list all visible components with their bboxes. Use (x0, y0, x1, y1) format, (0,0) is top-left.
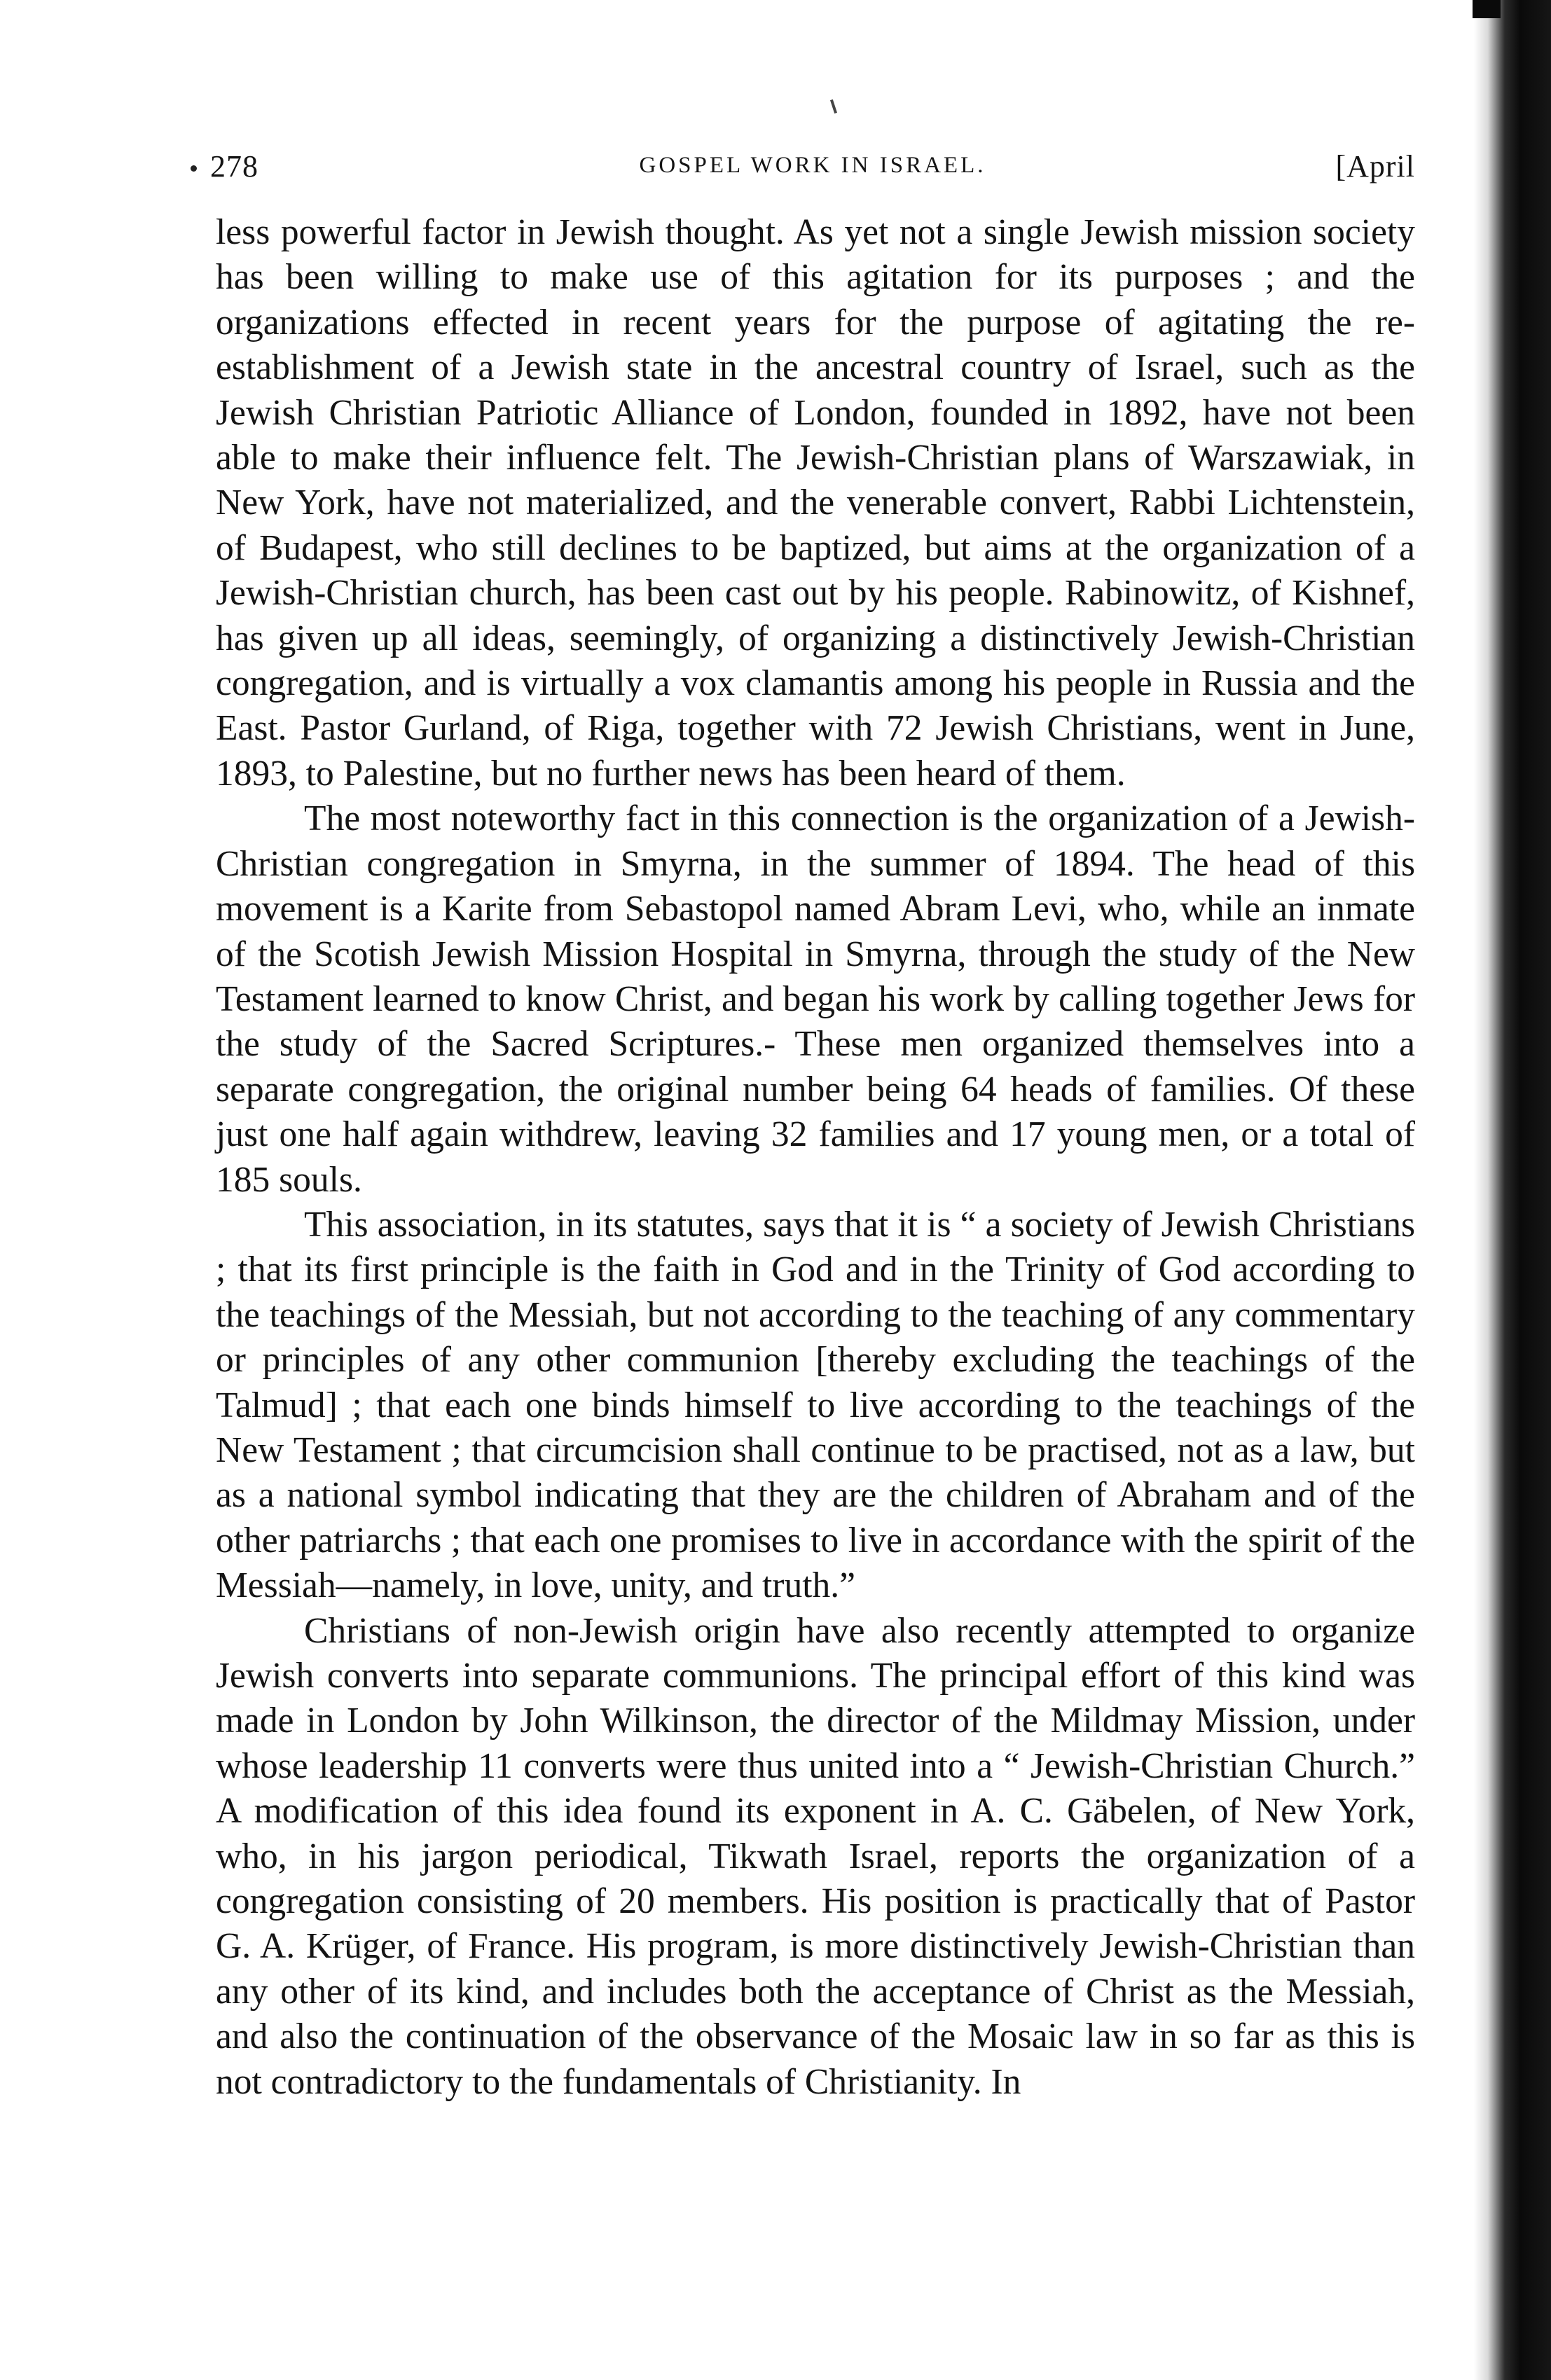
page-edge-notch (1473, 0, 1501, 18)
stray-mark (830, 99, 837, 113)
page-number: 278 (210, 149, 258, 184)
paragraph-4: Christians of non-Jewish origin have also recently attempted to organize Jewish converts into separate communions. The principal effort of this kind was made in London by John Wilkinson, the director of the Mildmay Mission, under whose leadership 11 converts were thus united into a “ Jewish-Christian Church.” A modification of this idea found its exponent in A. C. Gäbelen, of New York, who, in his jargon periodical, Tikwath Israel, reports the organization of a congregation consisting of 20 members. His position is practically that of Pastor G. A. Krüger, of France. His program, is more distinctively Jewish-Christian than any other of its kind, and includes both the acceptance of Christ as the Messiah, and also the continuation of the observance of the Mosaic law in so far as this is not contradictory to the fundamentals of Christianity. In (216, 1610, 1415, 2102)
running-head (210, 148, 1415, 191)
margin-dot (191, 165, 197, 172)
paragraph-3: This association, in its statutes, says that it is “ a society of Jewish Christians ; that its first principle is the faith in God and in the Trinity of God according to the teachings of the Messiah, but not according to the teaching of any commentary or principles of any other communion [thereby excluding the teachings of the Talmud] ; that each one binds himself to live according to the teachings of the New Testament ; that circumcision shall continue to be practised, not as a law, but as a national symbol indicating that they are the children of Abraham and of the other patriarchs ; that each one promises to live in accordance with the spirit of the Messiah—namely, in love, unity, and truth.” (216, 1204, 1415, 1606)
page-edge-shadow (1474, 0, 1551, 2380)
running-title: GOSPEL WORK IN ISRAEL. (639, 153, 986, 178)
paragraph-1: less powerful factor in Jewish thought. As yet not a single Jewish mission society has been willing to make use of this agitation for its purposes ; and the organizations effected in recent years for the purpose of agitating the re-establishment of a Jewish state in the ancestral country of Israel, such as the Jewish Christian Patriotic Alliance of London, founded in 1892, have not been able to make their influence felt. The Jewish-Christian plans of Warszawiak, in New York, have not materialized, and the venerable convert, Rabbi Lichtenstein, of Budapest, who still declines to be baptized, but aims at the organization of a Jewish-Christian church, has been cast out by his people. Rabinowitz, of Kishnef, has given up all ideas, seemingly, of organizing a distinctively Jewish-Christian congregation, and is virtually a vox clamantis among his people in Russia and the East. Pastor Gurland, of Riga, together with 72 Jewish Christians, went in June, 1893, to Palestine, but no further news has been heard of them. (216, 212, 1415, 794)
running-month: [April (1335, 149, 1415, 184)
body-text (216, 210, 1415, 2105)
paragraph-2: The most noteworthy fact in this connection is the organization of a Jewish-Christian congregation in Smyrna, in the summer of 1894. The head of this movement is a Karite from Sebastopol named Abram Levi, who, while an inmate of the Scotish Jewish Mission Hospital in Smyrna, through the study of the New Testament learned to know Christ, and began his work by calling together Jews for the study of the Sacred Scriptures.- These men organized themselves into a separate congregation, the original number being 64 heads of families. Of these just one half again withdrew, leaving 32 families and 17 young men, or a total of 185 souls. (216, 798, 1415, 1200)
